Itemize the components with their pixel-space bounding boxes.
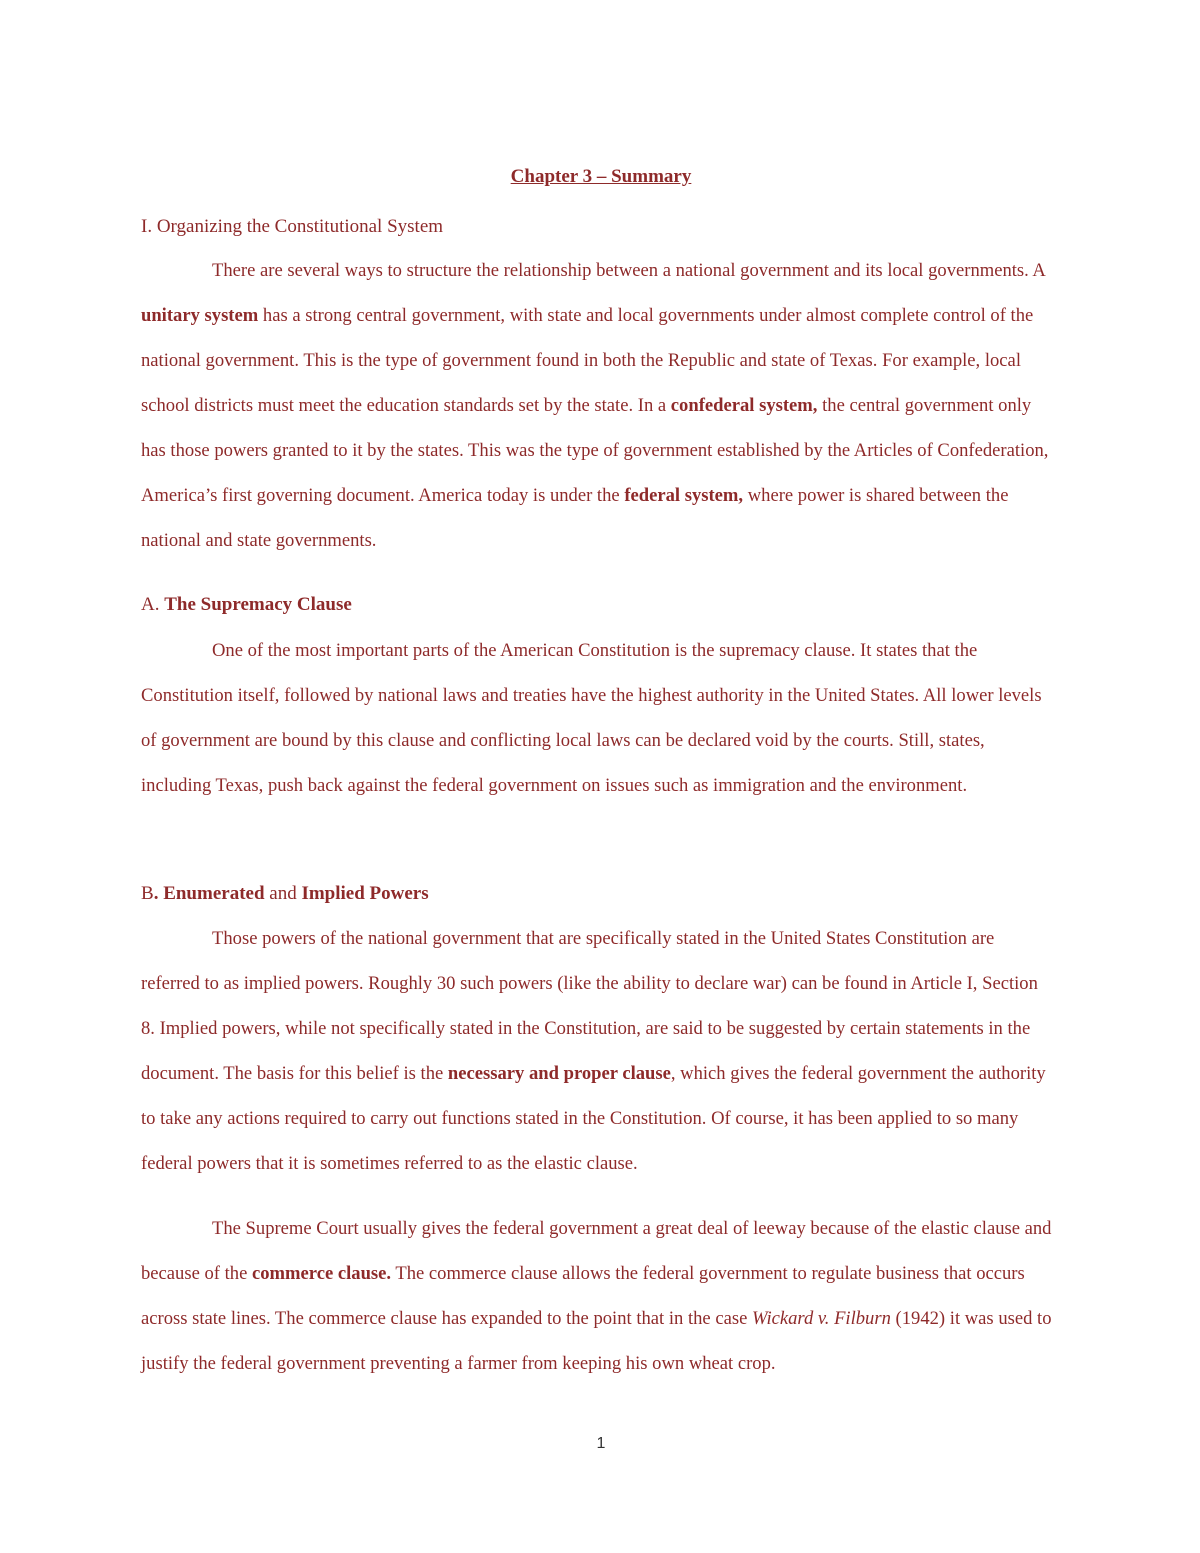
text: and: [264, 883, 302, 904]
document-page: [141, 0, 1061, 1553]
term-unitary-system: unitary system: [141, 305, 259, 326]
page-number: 1: [596, 1435, 606, 1452]
section-title-enumerated: . Enumerated: [153, 883, 265, 904]
paragraph-systems: [141, 248, 1056, 563]
text: Those powers of the national government that are specifically stated in the United States Constitution are referred to as implied powers. Roughly 30 such powers (like the ability to declare war) can be found in Article I, Section 8. Implied powers, while not specifically stated in the Constitution, are said to be suggested by certain statements in the document. The basis for this belief is the: [141, 928, 1038, 1084]
section-heading-i: I. Organizing the Constitutional System: [141, 216, 444, 237]
document-title: Chapter 3 – Summary: [510, 166, 692, 187]
section-title-implied: Implied Powers: [301, 883, 429, 904]
section-prefix: A.: [141, 594, 165, 615]
paragraph-supremacy: One of the most important parts of the American Constitution is the supremacy clause. It states that the Constitution itself, followed by national laws and treaties have the highest authority in the United States. All lower levels of government are bound by this clause and conflicting local laws can be declared void by the courts. Still, states, including Texas, push back against the federal government on issues such as immigration and the environment.: [141, 640, 1042, 796]
section-title: The Supremacy Clause: [164, 594, 352, 615]
paragraph-commerce: [141, 1206, 1056, 1386]
paragraph-powers: [141, 916, 1056, 1186]
text: The commerce clause allows the federal government to regulate business that occurs across state lines. The commerce clause has expanded to the point that in the case: [141, 1263, 1025, 1329]
term-commerce-clause: commerce clause.: [252, 1263, 392, 1284]
term-necessary-proper-clause: necessary and proper clause: [447, 1063, 671, 1084]
text: (1942) it was used to justify the federal government preventing a farmer from keeping his own wheat crop.: [141, 1308, 1052, 1374]
text: has a strong central government, with state and local governments under almost complete control of the national government. This is the type of government found in both the Republic and state of Texas. For example, local school districts must meet the education standards set by the state. In a: [141, 305, 1034, 416]
case-name: Wickard v. Filburn: [751, 1308, 891, 1329]
term-confederal-system: confederal system,: [670, 395, 818, 416]
term-federal-system: federal system,: [624, 485, 744, 506]
text: , which gives the federal government the authority to take any actions required to carry out functions stated in the Constitution. Of course, it has been applied to so many federal powers that it is sometimes referred to as the elastic clause.: [141, 1063, 1046, 1174]
section-prefix: B: [141, 883, 154, 904]
text: There are several ways to structure the relationship between a national government and its local governments. A: [212, 260, 1045, 281]
text: the central government only has those powers granted to it by the states. This was the type of government established by the Articles of Confederation, America’s first governing document. America today is under the: [141, 395, 1049, 506]
text: where power is shared between the national and state governments.: [141, 485, 1009, 551]
section-heading-b: [141, 879, 429, 909]
text: The Supreme Court usually gives the federal government a great deal of leeway because of the elastic clause and because of the: [141, 1218, 1052, 1284]
section-heading-a: [141, 590, 352, 620]
